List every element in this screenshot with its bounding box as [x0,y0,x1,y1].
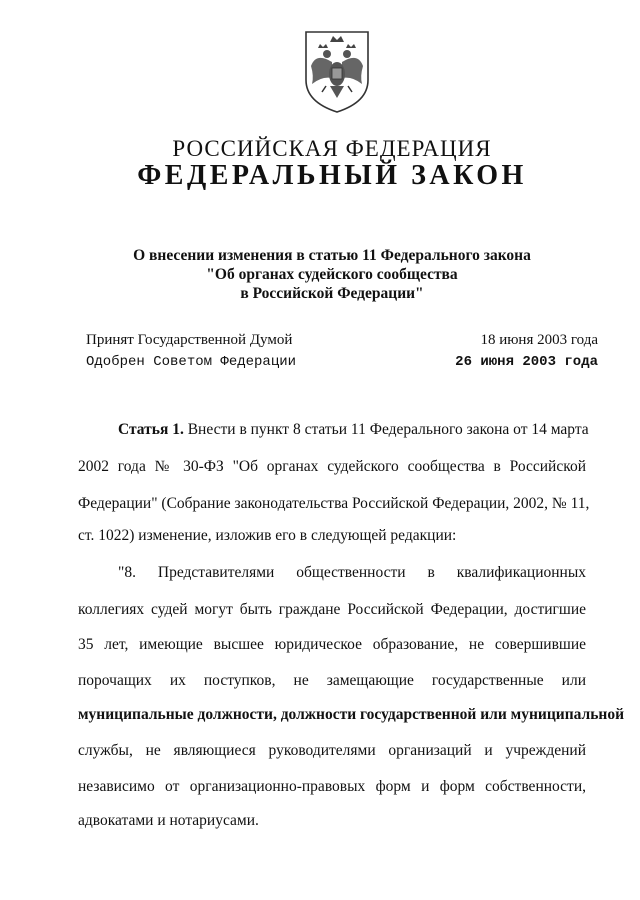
article-line: ст. 1022) изменение, изложив его в следующей редакции: [78,527,457,544]
law-title-line: "Об органах судейского сообщества [206,266,458,283]
article-line: порочащих их поступков, не замещающие государственные или [78,672,586,689]
article-line: независимо от организационно-правовых форм и форм собственности, [78,778,586,795]
article-line: "8. Представителями общественности в квалификационных [118,564,586,581]
article-line: 35 лет, имеющие высшее юридическое образование, не совершившие [78,636,586,653]
article-line: Федерации" (Собрание законодательства Российской Федерации, 2002, № 11, [78,495,590,512]
council-label: Одобрен Советом Федерации [86,354,297,370]
law-title-line: в Российской Федерации" [240,285,424,302]
council-date: 26 июня 2003 года [455,354,598,370]
duma-adoption-row [86,332,598,354]
council-approval-row [86,354,598,376]
article-line: муниципальные должности, должности государственной или муниципальной [78,706,625,723]
law-title [0,246,640,303]
document-type: ФЕДЕРАЛЬНЫЙ ЗАКОН [137,160,527,191]
country-name: РОССИЙСКАЯ ФЕДЕРАЦИЯ [172,136,492,161]
article-line: адвокатами и нотариусами. [78,812,259,829]
russian-coat-of-arms-icon [302,28,372,114]
article-line: службы, не являющиеся руководителями организаций и учреждений [78,742,586,759]
article-line: коллегиях судей могут быть граждане Российской Федерации, достигшие [78,601,586,618]
duma-label: Принят Государственной Думой [86,332,293,348]
article-line: Статья 1. Внести в пункт 8 статьи 11 Федерального закона от 14 марта [118,421,589,438]
article-line: 2002 года № 30-ФЗ "Об органах судейского сообщества в Российской [78,458,586,475]
law-title-line: О внесении изменения в статью 11 Федерального закона [133,247,531,264]
article-heading: Статья 1. [118,421,184,438]
duma-date: 18 июня 2003 года [480,332,598,348]
